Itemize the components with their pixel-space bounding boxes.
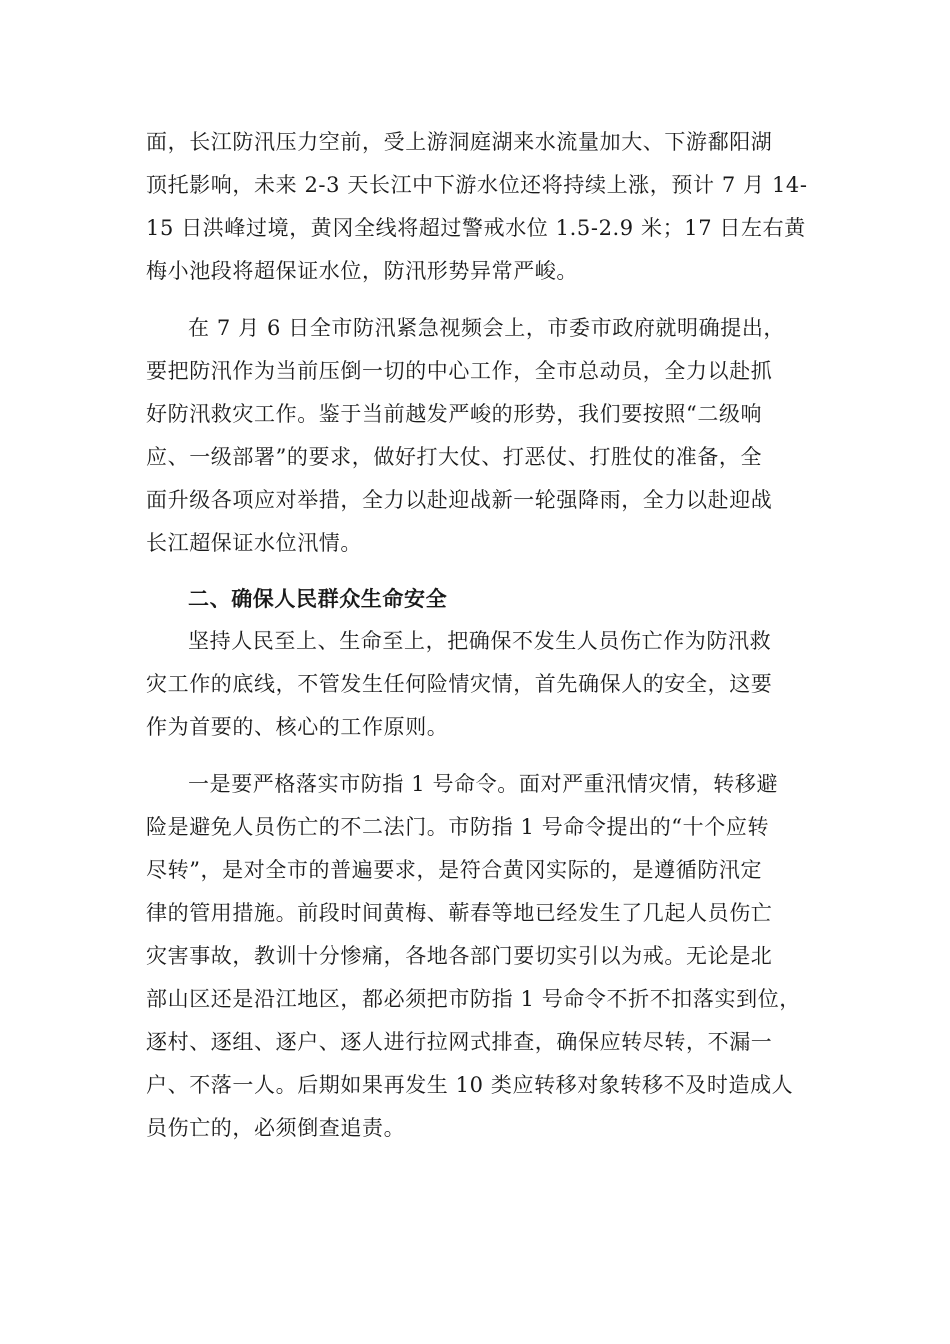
text-line: 好防汛救灾工作。鉴于当前越发严峻的形势，我们要按照“二级响: [146, 402, 763, 426]
section-heading: 二、确保人民群众生命安全: [188, 586, 448, 611]
text-line: 部山区还是沿江地区，都必须把市防指 1 号命令不折不扣落实到位，: [146, 987, 801, 1011]
text-line: 顶托影响，未来 2-3 天长江中下游水位还将持续上涨，预计 7 月 14-: [146, 173, 808, 197]
text-line: 员伤亡的，必须倒查追责。: [146, 1116, 406, 1140]
text-line: 梅小池段将超保证水位，防汛形势异常严峻。: [146, 259, 578, 283]
text-line: 灾工作的底线，不管发生任何险情灾情，首先确保人的安全，这要: [146, 672, 773, 696]
text-line: 长江超保证水位汛情。: [146, 531, 362, 555]
text-line: 坚持人民至上、生命至上，把确保不发生人员伤亡作为防汛救: [188, 629, 772, 653]
text-line: 15 日洪峰过境，黄冈全线将超过警戒水位 1.5-2.9 米；17 日左右黄: [146, 216, 806, 240]
text-line: 逐村、逐组、逐户、逐人进行拉网式排查，确保应转尽转，不漏一: [146, 1030, 773, 1054]
text-line: 律的管用措施。前段时间黄梅、蕲春等地已经发生了几起人员伤亡: [146, 901, 773, 925]
text-line: 要把防汛作为当前压倒一切的中心工作，全市总动员，全力以赴抓: [146, 359, 773, 383]
text-line: 户、不落一人。后期如果再发生 10 类应转移对象转移不及时造成人: [146, 1073, 794, 1097]
text-line: 灾害事故，教训十分惨痛，各地各部门要切实引以为戒。无论是北: [146, 944, 773, 968]
text-line: 应、一级部署”的要求，做好打大仗、打恶仗、打胜仗的准备，全: [146, 445, 763, 469]
text-line: 面，长江防汛压力空前，受上游洞庭湖来水流量加大、下游鄱阳湖: [146, 130, 773, 154]
text-line: 险是避免人员伤亡的不二法门。市防指 1 号命令提出的“十个应转: [146, 815, 770, 839]
text-line: 尽转”，是对全市的普遍要求，是符合黄冈实际的，是遵循防汛定: [146, 858, 763, 882]
text-line: 面升级各项应对举措，全力以赴迎战新一轮强降雨，全力以赴迎战: [146, 488, 773, 512]
text-line: 一是要严格落实市防指 1 号命令。面对严重汛情灾情，转移避: [188, 772, 779, 796]
text-line: 在 7 月 6 日全市防汛紧急视频会上，市委市政府就明确提出，: [188, 316, 786, 340]
text-line: 作为首要的、核心的工作原则。: [146, 715, 449, 739]
